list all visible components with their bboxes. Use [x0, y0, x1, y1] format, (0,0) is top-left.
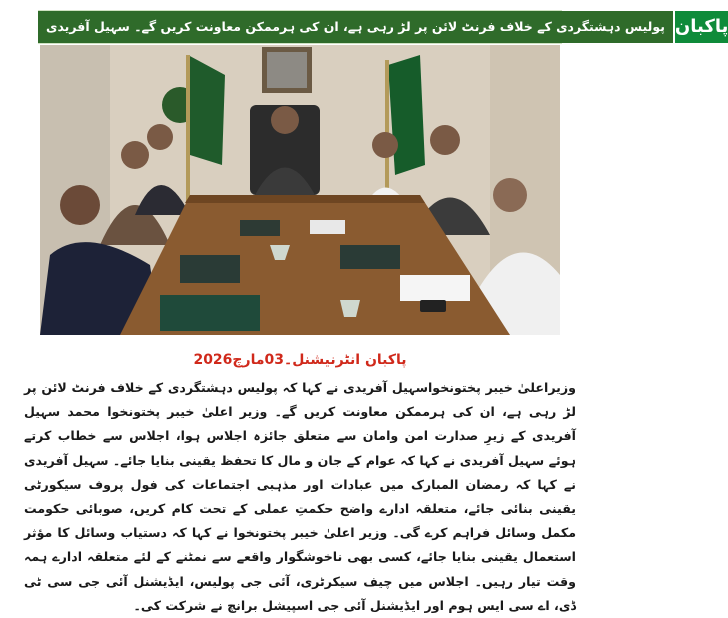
- folder: [240, 220, 280, 236]
- flag-pole-left: [186, 55, 190, 205]
- headline-bar: [38, 10, 728, 44]
- person-head: [121, 141, 149, 169]
- brand-tag: پاکبان: [673, 11, 728, 43]
- folder: [180, 255, 240, 283]
- news-photo: [40, 45, 560, 335]
- person-head: [271, 106, 299, 134]
- person-head: [60, 185, 100, 225]
- table-edge: [185, 195, 425, 203]
- folder: [340, 245, 400, 269]
- person-head: [147, 124, 173, 150]
- headline: پولیس دہشتگردی کے خلاف فرنٹ لائن پر لڑ رہی ہے، ان کی ہرممکن معاونت کریں گے۔ سہیل آفریدی: [38, 11, 673, 43]
- person-head: [493, 178, 527, 212]
- paper: [400, 275, 470, 301]
- phone: [420, 300, 446, 312]
- folder: [160, 295, 260, 331]
- meeting-photo-illustration: [40, 45, 560, 335]
- paper: [310, 220, 345, 234]
- person-head: [372, 132, 398, 158]
- person-head: [430, 125, 460, 155]
- article-body: وزیراعلیٰ خیبر پختونخواسہیل آفریدی نے کہا کہ پولیس دہشتگردی کے خلاف فرنٹ لائن پر لڑ رہی ہے، ان کی ہرممکن معاونت کریں گے۔ وزیر اعلیٰ خیبر پختونخوا محمد سہیل آفریدی کے زیرِ صدارت امن وامان سے متعلق جائزہ اجلاس ہوا، اجلاس سے خطاب کرتے ہوئے سہیل آفریدی نے کہا کہ عوام کے جان و مال کا تحفظ یقینی بنایا جائے۔ سہیل آفریدی نے کہا کہ رمضان المبارک میں عبادات اور مذہبی اجتماعات کی فول پروف سیکورٹی یقینی بنائی جائے، متعلقہ ادارے واضح حکمتِ عملی کے تحت کام کریں، صوبائی حکومت مکمل وسائل فراہم کرے گی۔ وزیر اعلیٰ خیبر پختونخوا نے کہا کہ دستیاب وسائل کا مؤثر استعمال یقینی بنایا جائے، کسی بھی ناخوشگوار واقعے سے نمٹنے کے لئے متعلقہ ادارے ہمہ وقت تیار رہیں۔ اجلاس میں چیف سیکرٹری، آئی جی پولیس، ایڈیشنل آئی جی سی ٹی ڈی، اے سی ایس ہوم اور ایڈیشنل آئی جی اسپیشل برانچ نے شرکت کی۔: [24, 380, 576, 613]
- portrait-image: [267, 52, 307, 88]
- dateline: پاکبان انٹرنیشنل۔03مارچ2026: [193, 352, 407, 368]
